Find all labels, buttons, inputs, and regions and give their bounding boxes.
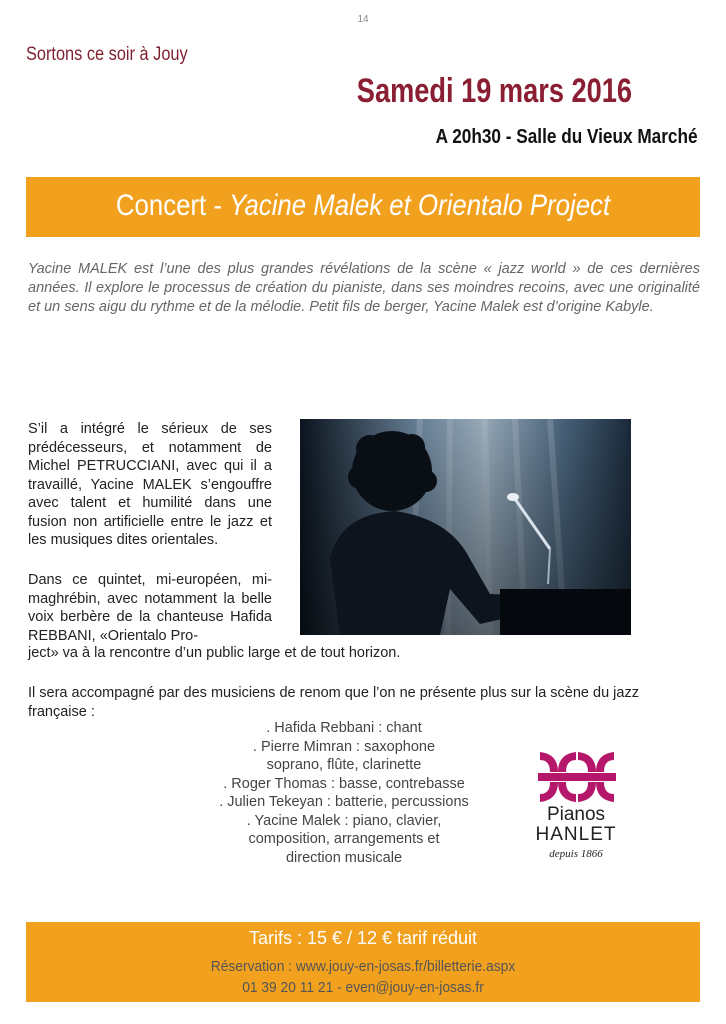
reservation-link[interactable]: Réservation : www.jouy-en-josas.fr/billetterie.aspx bbox=[210, 958, 516, 975]
event-date: Samedi 19 mars 2016 bbox=[356, 72, 632, 110]
pianist-photo bbox=[300, 419, 631, 635]
hanlet-symbol-icon bbox=[538, 752, 616, 802]
concert-banner bbox=[26, 177, 700, 237]
concert-prefix: Concert - bbox=[115, 189, 230, 222]
musician-line: soprano, flûte, clarinette bbox=[266, 757, 422, 773]
musician-line: . Hafida Rebbani : chant bbox=[266, 720, 422, 736]
paragraph-2-end: ject» va à la rencontre d’un public large et de tout horizon. bbox=[28, 645, 401, 661]
pianos-hanlet-logo bbox=[526, 752, 626, 872]
musician-line: . Yacine Malek : piano, clavier, bbox=[246, 812, 442, 829]
logo-depuis-text: depuis 1866 bbox=[549, 848, 603, 860]
tarifs-text: Tarifs : 15 € / 12 € tarif réduit bbox=[248, 928, 478, 948]
paragraph-2: Dans ce quintet, mi-européen, mi-maghrébin, avec notamment la belle voix berbère de la chanteuse Hafida REBBANI, «Orientalo Pro- bbox=[28, 572, 272, 644]
musicians-list bbox=[196, 719, 492, 867]
footer-banner bbox=[26, 922, 700, 1002]
paragraph-1: S’il a intégré le sérieux de ses prédécesseurs, et notamment de Michel PETRUCCIANI, avec qui il a travaillé, Yacine MALEK s’engouffre avec talent et humilité dans une fusion non artificielle entre le jazz et les musiques dites orientales. bbox=[28, 421, 272, 548]
logo-pianos-text: Pianos bbox=[546, 804, 606, 825]
musician-line: composition, arrangements et bbox=[248, 831, 440, 847]
musician-line: . Roger Thomas : basse, contrebasse bbox=[223, 775, 465, 792]
musician-line: . Julien Tekeyan : batterie, percussions bbox=[219, 794, 469, 810]
musician-line: . Pierre Mimran : saxophone bbox=[252, 738, 436, 755]
concert-title bbox=[73, 189, 653, 223]
musician-line: direction musicale bbox=[285, 849, 403, 866]
series-title: Sortons ce soir à Jouy bbox=[26, 44, 188, 65]
contact-info[interactable]: 01 39 20 11 21 - even@jouy-en-josas.fr bbox=[242, 979, 484, 996]
logo-hanlet-text: HANLET bbox=[535, 824, 617, 845]
page-number: 14 bbox=[357, 14, 369, 25]
intro-paragraph: Yacine MALEK est l’une des plus grandes révélations de la scène « jazz world » de ces dernières années. Il explore le processus de création du pianiste, dans ses moindres recoins, avec une originalité et un sens aigu du rythme et de la mélodie. Petit fils de berger, Yacine Malek est d’origine Kabyle. bbox=[28, 261, 700, 315]
event-time-place: A 20h30 - Salle du Vieux Marché bbox=[436, 126, 698, 148]
concert-name: Yacine Malek et Orientalo Project bbox=[229, 189, 611, 222]
paragraph-3: Il sera accompagné par des musiciens de renom que l’on ne présente plus sur la scène du jazz française : bbox=[28, 685, 639, 720]
